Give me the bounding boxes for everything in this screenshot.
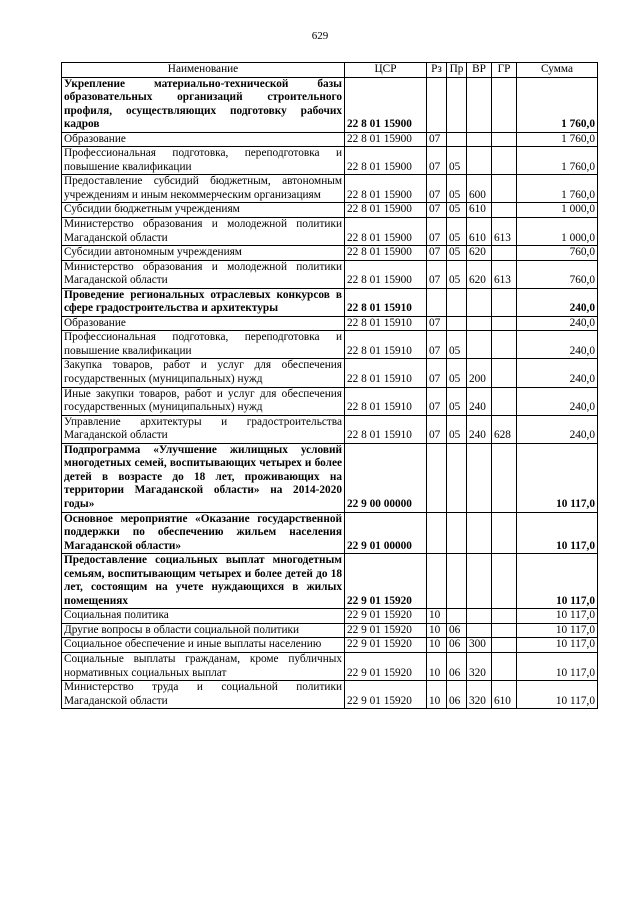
cell-rz [427,512,447,554]
cell-name: Министерство образования и молодежной политики Магаданской области [62,218,345,246]
cell-rz: 07 [427,132,447,147]
cell-vr [467,512,492,554]
cell-gr [492,554,517,609]
cell-pr [447,512,467,554]
cell-csr: 22 8 01 15900 [345,175,427,203]
cell-sum: 1 000,0 [517,203,598,218]
table-row [62,288,598,316]
cell-vr: 200 [467,359,492,387]
cell-sum: 760,0 [517,260,598,288]
cell-gr [492,652,517,680]
cell-csr: 22 8 01 15900 [345,203,427,218]
cell-rz: 07 [427,331,447,359]
cell-vr [467,288,492,316]
cell-gr [492,175,517,203]
cell-pr: 05 [447,147,467,175]
header-row [62,63,598,78]
cell-gr [492,316,517,331]
cell-vr [467,77,492,132]
cell-gr [492,288,517,316]
cell-vr [467,331,492,359]
cell-csr: 22 9 01 15920 [345,554,427,609]
cell-vr [467,147,492,175]
cell-csr: 22 8 01 15900 [345,132,427,147]
cell-gr [492,132,517,147]
cell-csr: 22 8 01 15910 [345,316,427,331]
cell-rz: 07 [427,218,447,246]
cell-pr: 05 [447,415,467,443]
cell-csr: 22 9 01 15920 [345,638,427,653]
cell-sum: 10 117,0 [517,623,598,638]
cell-rz: 07 [427,415,447,443]
table-row [62,331,598,359]
cell-name: Министерство образования и молодежной политики Магаданской области [62,260,345,288]
cell-vr: 300 [467,638,492,653]
cell-pr: 06 [447,652,467,680]
page-number: 629 [311,30,329,42]
cell-sum: 240,0 [517,359,598,387]
header-name: Наименование [62,63,345,78]
cell-gr [492,77,517,132]
cell-vr [467,443,492,512]
table-row [62,415,598,443]
cell-gr [492,359,517,387]
header-gr: ГР [492,63,517,78]
cell-gr: 610 [492,681,517,709]
cell-name: Образование [62,316,345,331]
cell-sum: 10 117,0 [517,443,598,512]
table-row [62,316,598,331]
cell-csr: 22 9 01 00000 [345,512,427,554]
cell-csr: 22 8 01 15910 [345,359,427,387]
cell-csr: 22 8 01 15900 [345,246,427,261]
cell-rz: 07 [427,147,447,175]
cell-vr: 240 [467,415,492,443]
cell-sum: 10 117,0 [517,609,598,624]
cell-name: Социальные выплаты гражданам, кроме публичных нормативных социальных выплат [62,652,345,680]
cell-gr [492,623,517,638]
cell-pr: 05 [447,203,467,218]
cell-name: Предоставление социальных выплат многодетным семьям, воспитывающим четырех и более детей до 18 лет, состоящим на учете нуждающихся в жилых помещениях [62,554,345,609]
cell-sum: 760,0 [517,246,598,261]
cell-vr [467,132,492,147]
table-row [62,77,598,132]
cell-gr [492,512,517,554]
table-row [62,359,598,387]
cell-sum: 240,0 [517,288,598,316]
cell-pr: 05 [447,175,467,203]
cell-pr [447,288,467,316]
cell-vr: 320 [467,652,492,680]
cell-name: Укрепление материально-технической базы образовательных организаций строительного профиля, осуществляющих подготовку рабочих кадров [62,77,345,132]
table-row [62,387,598,415]
cell-gr [492,609,517,624]
cell-sum: 240,0 [517,415,598,443]
cell-vr: 600 [467,175,492,203]
cell-rz: 10 [427,638,447,653]
cell-sum: 240,0 [517,331,598,359]
cell-csr: 22 9 01 15920 [345,681,427,709]
header-pr: Пр [447,63,467,78]
cell-sum: 10 117,0 [517,652,598,680]
cell-name: Социальная политика [62,609,345,624]
cell-gr: 628 [492,415,517,443]
cell-sum: 1 000,0 [517,218,598,246]
cell-rz: 07 [427,359,447,387]
cell-sum: 10 117,0 [517,512,598,554]
cell-vr: 320 [467,681,492,709]
table-row [62,512,598,554]
cell-vr [467,609,492,624]
cell-csr: 22 8 01 15900 [345,218,427,246]
cell-csr: 22 8 01 15910 [345,331,427,359]
cell-sum: 1 760,0 [517,175,598,203]
cell-rz: 10 [427,652,447,680]
cell-pr [447,554,467,609]
header-csr: ЦСР [345,63,427,78]
header-sum: Сумма [517,63,598,78]
cell-gr [492,246,517,261]
cell-name: Профессиональная подготовка, переподготовка и повышение квалификации [62,147,345,175]
cell-sum: 240,0 [517,316,598,331]
table-row [62,623,598,638]
cell-sum: 10 117,0 [517,638,598,653]
cell-vr: 610 [467,218,492,246]
table-row [62,609,598,624]
cell-csr: 22 8 01 15900 [345,147,427,175]
cell-rz: 10 [427,609,447,624]
table-row [62,443,598,512]
cell-name: Образование [62,132,345,147]
cell-rz: 10 [427,681,447,709]
cell-pr: 06 [447,638,467,653]
cell-name: Субсидии автономным учреждениям [62,246,345,261]
cell-name: Проведение региональных отраслевых конкурсов в сфере градостроительства и архитектуры [62,288,345,316]
table-row [62,681,598,709]
cell-pr [447,609,467,624]
cell-gr [492,638,517,653]
cell-sum: 1 760,0 [517,147,598,175]
cell-sum: 1 760,0 [517,132,598,147]
cell-name: Субсидии бюджетным учреждениям [62,203,345,218]
cell-csr: 22 8 01 15910 [345,288,427,316]
table-row [62,132,598,147]
cell-name: Подпрограмма «Улучшение жилищных условий многодетных семей, воспитывающих четырех и более детей в возрасте до 18 лет, проживающих на территории Магаданской области» на 2014-2020 годы» [62,443,345,512]
cell-rz: 10 [427,623,447,638]
cell-csr: 22 8 01 15900 [345,77,427,132]
cell-sum: 10 117,0 [517,681,598,709]
cell-rz: 07 [427,260,447,288]
table-body [62,77,598,709]
cell-csr: 22 8 01 15910 [345,415,427,443]
cell-csr: 22 9 01 15920 [345,609,427,624]
table-row [62,554,598,609]
cell-name: Иные закупки товаров, работ и услуг для обеспечения государственных (муниципальных) нужд [62,387,345,415]
cell-pr [447,316,467,331]
cell-csr: 22 8 01 15900 [345,260,427,288]
cell-gr [492,387,517,415]
cell-vr [467,316,492,331]
table-row [62,175,598,203]
cell-gr: 613 [492,218,517,246]
cell-gr [492,147,517,175]
cell-vr [467,623,492,638]
cell-gr [492,331,517,359]
cell-rz: 07 [427,316,447,331]
cell-csr: 22 9 01 15920 [345,623,427,638]
cell-vr: 240 [467,387,492,415]
cell-name: Социальное обеспечение и иные выплаты населению [62,638,345,653]
cell-pr: 06 [447,623,467,638]
table-row [62,147,598,175]
cell-name: Основное мероприятие «Оказание государственной поддержки по обеспечению жильем населения Магаданской области» [62,512,345,554]
cell-gr [492,443,517,512]
cell-name: Управление архитектуры и градостроительства Магаданской области [62,415,345,443]
header-vr: ВР [467,63,492,78]
cell-pr [447,443,467,512]
cell-pr: 05 [447,218,467,246]
table-row [62,218,598,246]
cell-rz [427,554,447,609]
table-row [62,260,598,288]
cell-pr [447,77,467,132]
table-row [62,246,598,261]
cell-pr: 05 [447,260,467,288]
cell-csr: 22 9 01 15920 [345,652,427,680]
cell-gr [492,203,517,218]
cell-csr: 22 8 01 15910 [345,387,427,415]
cell-rz [427,77,447,132]
cell-csr: 22 9 00 00000 [345,443,427,512]
cell-sum: 1 760,0 [517,77,598,132]
cell-pr: 05 [447,387,467,415]
cell-pr: 05 [447,246,467,261]
cell-rz: 07 [427,387,447,415]
cell-gr: 613 [492,260,517,288]
cell-sum: 10 117,0 [517,554,598,609]
cell-pr: 05 [447,359,467,387]
cell-name: Профессиональная подготовка, переподготовка и повышение квалификации [62,331,345,359]
cell-pr: 05 [447,331,467,359]
budget-table [61,62,598,709]
cell-name: Предоставление субсидий бюджетным, автономным учреждениям и иным некоммерческим организациям [62,175,345,203]
table-row [62,638,598,653]
table-row [62,652,598,680]
cell-sum: 240,0 [517,387,598,415]
cell-name: Министерство труда и социальной политики Магаданской области [62,681,345,709]
cell-vr: 620 [467,246,492,261]
cell-rz: 07 [427,246,447,261]
cell-vr: 610 [467,203,492,218]
cell-vr: 620 [467,260,492,288]
cell-rz: 07 [427,203,447,218]
cell-rz: 07 [427,175,447,203]
cell-pr [447,132,467,147]
cell-rz [427,288,447,316]
cell-rz [427,443,447,512]
cell-name: Закупка товаров, работ и услуг для обеспечения государственных (муниципальных) нужд [62,359,345,387]
cell-vr [467,554,492,609]
cell-name: Другие вопросы в области социальной политики [62,623,345,638]
header-rz: Рз [427,63,447,78]
table-row [62,203,598,218]
cell-pr: 06 [447,681,467,709]
